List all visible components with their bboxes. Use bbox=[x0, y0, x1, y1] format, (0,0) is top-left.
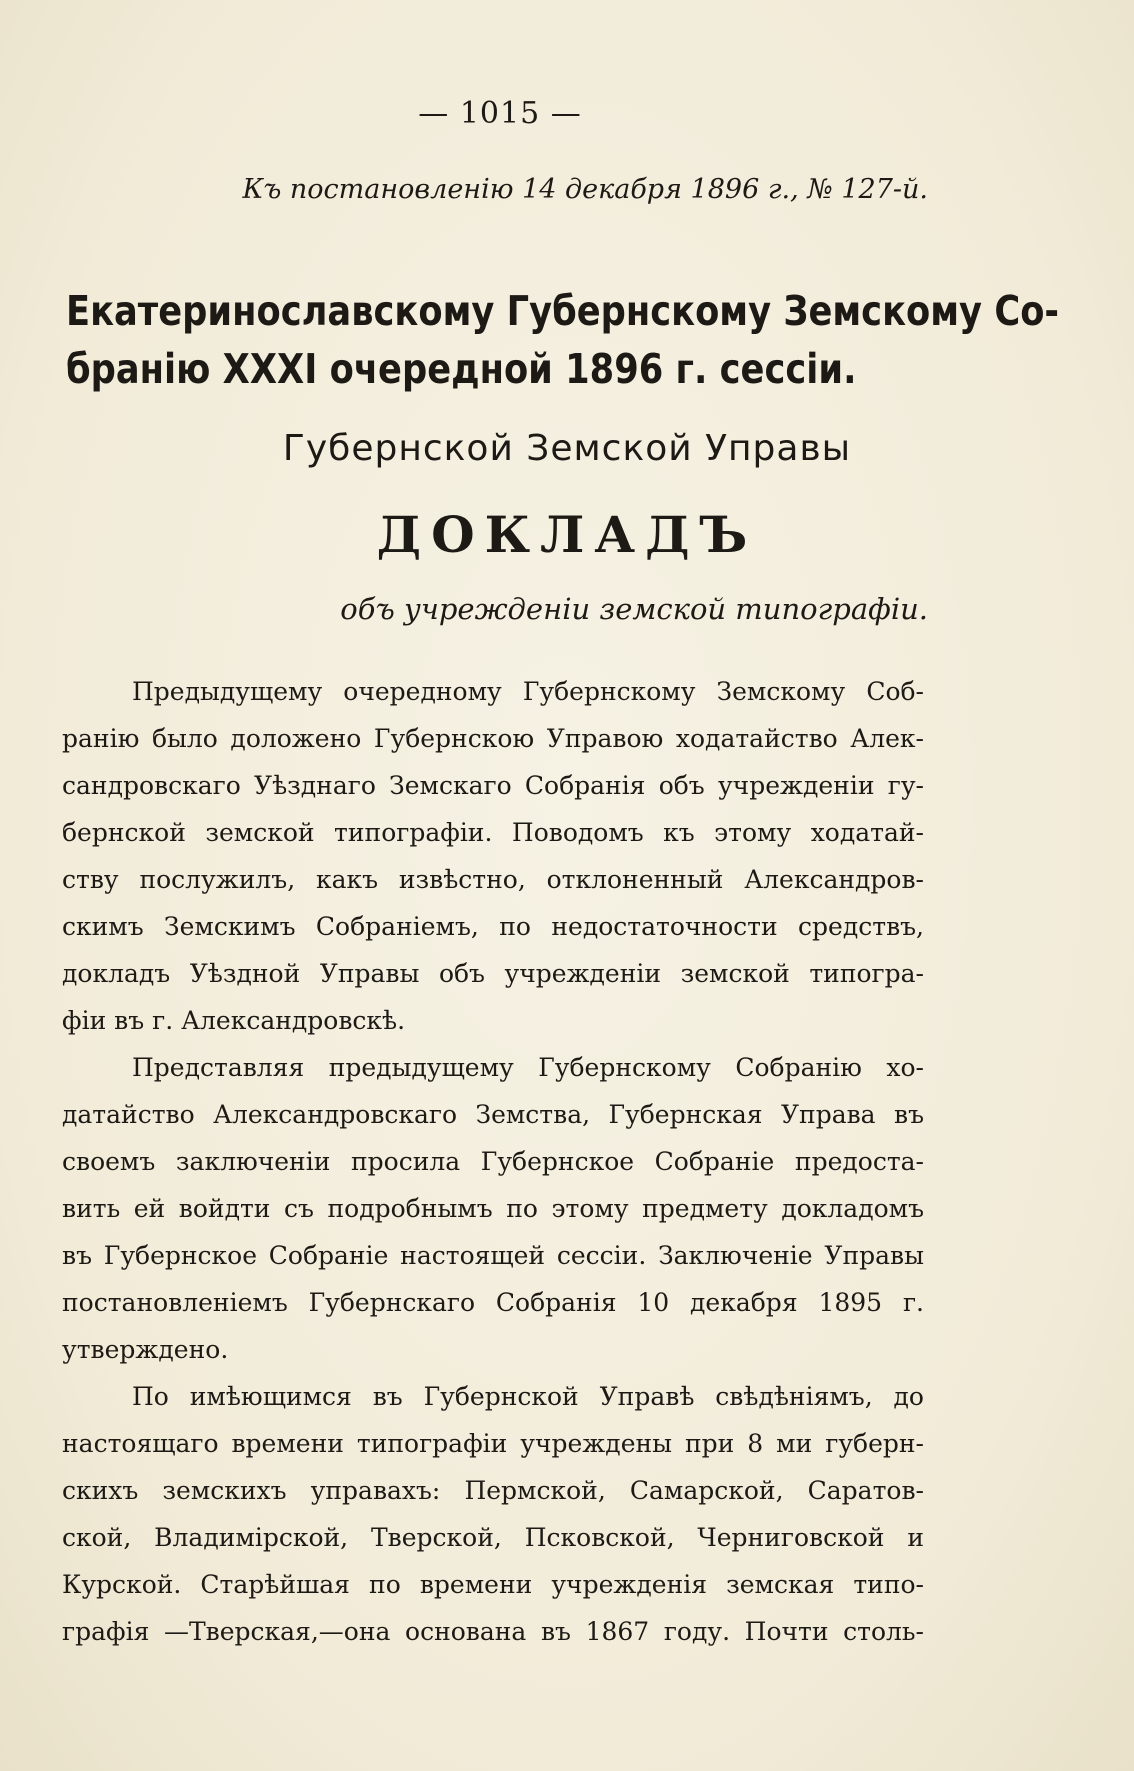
document-heading bbox=[66, 282, 1060, 398]
paragraph-2 bbox=[62, 1044, 924, 1373]
heading-line-2: бранію XXXI очередной 1896 г. сессіи. bbox=[66, 345, 857, 393]
heading-line-1: Екатеринославскому Губернскому Земскому Со- bbox=[66, 287, 1060, 335]
text-line: постановленіемъ Губернскаго Собранія 10 декабря 1895 г. bbox=[62, 1288, 924, 1317]
document-subject: объ учрежденіи земской типографіи. bbox=[340, 592, 928, 626]
page-number: — 1015 — bbox=[418, 96, 582, 131]
text-line: сандровскаго Уѣзднаго Земскаго Собранія объ учрежденіи гу- bbox=[62, 771, 924, 800]
body-text bbox=[62, 668, 924, 1655]
text-line: Предыдущему очередному Губернскому Земскому Соб- bbox=[132, 677, 924, 706]
text-line: ству послужилъ, какъ извѣстно, отклоненный Александров- bbox=[62, 865, 924, 894]
resolution-reference: Къ постановленію 14 декабря 1896 г., № 127-й. bbox=[242, 174, 928, 205]
text-line: По имѣющимся въ Губернской Управѣ свѣдѣніямъ, до bbox=[132, 1382, 924, 1411]
text-line: въ Губернское Собраніе настоящей сессіи. Заключеніе Управы bbox=[62, 1241, 924, 1270]
text-line: графія —Тверская,—она основана въ 1867 году. Почти столь- bbox=[62, 1617, 924, 1646]
text-line: утверждено. bbox=[62, 1335, 229, 1364]
text-line: докладъ Уѣздной Управы объ учрежденіи земской типогра- bbox=[62, 959, 924, 988]
text-line: ской, Владимірской, Тверской, Псковской, Черниговской и bbox=[62, 1523, 924, 1552]
text-line: своемъ заключеніи просила Губернское Собраніе предоста- bbox=[62, 1147, 924, 1176]
text-line: скихъ земскихъ управахъ: Пермской, Самарской, Саратов- bbox=[62, 1476, 924, 1505]
paragraph-1 bbox=[62, 668, 924, 1044]
text-line: фіи въ г. Александровскѣ. bbox=[62, 1006, 406, 1035]
text-line: Представляя предыдущему Губернскому Собранію хо- bbox=[132, 1053, 924, 1082]
text-line: настоящаго времени типографіи учреждены при 8 ми губерн- bbox=[62, 1429, 924, 1458]
text-line: скимъ Земскимъ Собраніемъ, по недостаточности средствъ, bbox=[62, 912, 924, 941]
text-line: датайство Александровскаго Земства, Губернская Управа въ bbox=[62, 1100, 924, 1129]
paragraph-3 bbox=[62, 1373, 924, 1655]
text-line: бернской земской типографіи. Поводомъ къ этому ходатай- bbox=[62, 818, 924, 847]
document-type-title: ДОКЛАДЪ bbox=[376, 505, 758, 564]
text-line: Курской. Старѣйшая по времени учрежденія земская типо- bbox=[62, 1570, 924, 1599]
text-line: вить ей войдти съ подробнымъ по этому предмету докладомъ bbox=[62, 1194, 924, 1223]
text-line: ранію было доложено Губернскою Управою ходатайство Алек- bbox=[62, 724, 924, 753]
document-subheading: Губернской Земской Управы bbox=[282, 428, 852, 469]
